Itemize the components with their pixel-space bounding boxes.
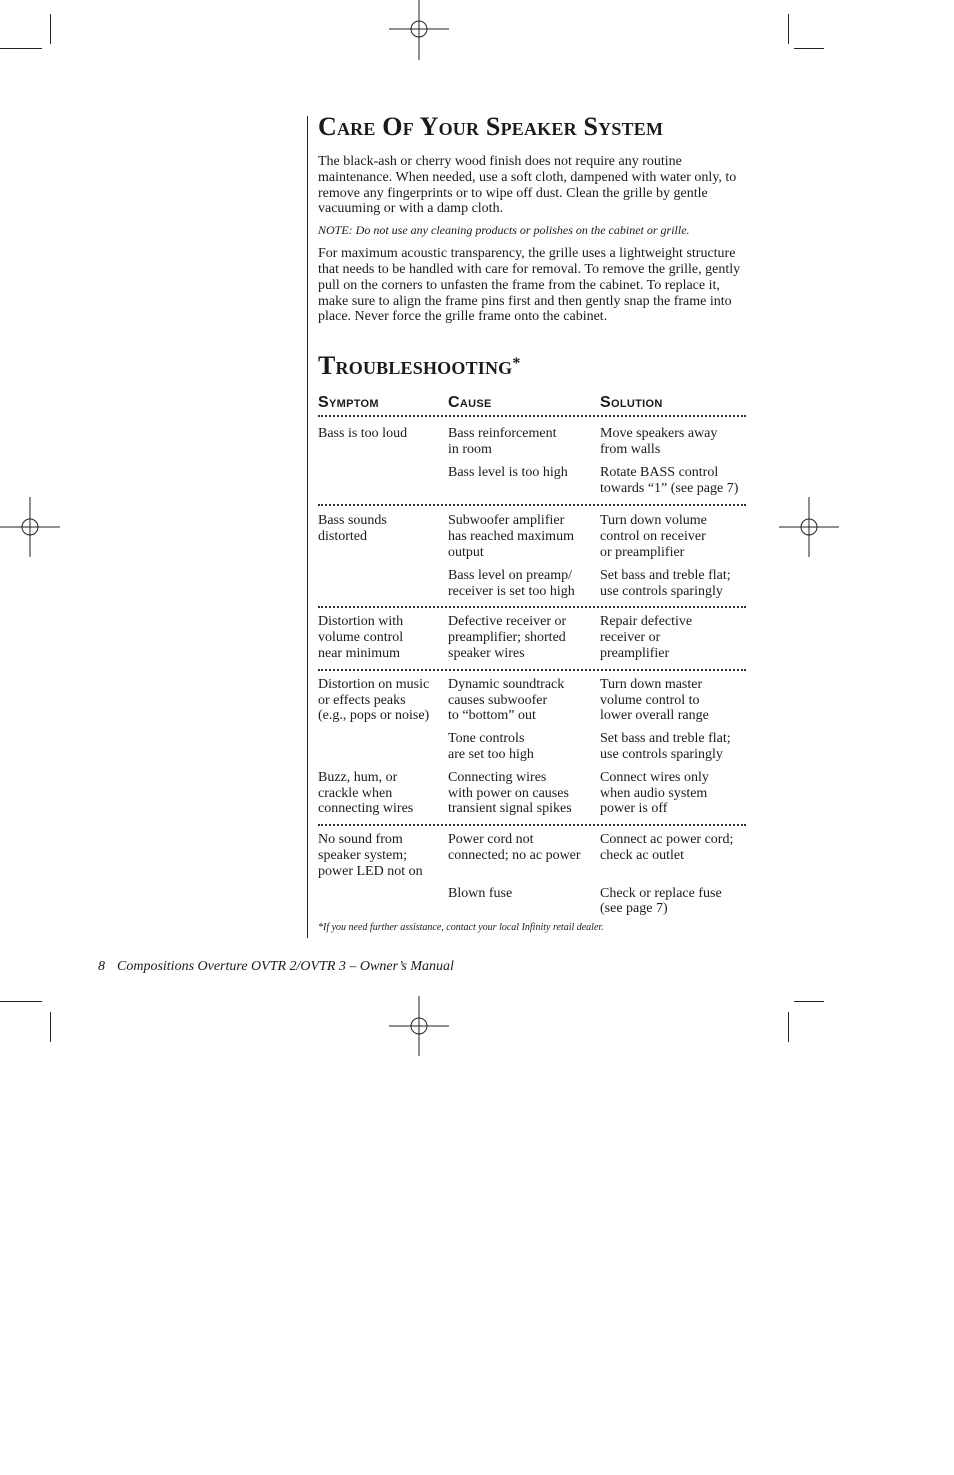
solution-cell: Rotate BASS control towards “1” (see page 7) — [600, 464, 739, 496]
cause-cell: Subwoofer amplifier has reached maximum output — [448, 513, 574, 560]
table-row — [318, 568, 746, 600]
care-paragraph-1: The black-ash or cherry wood finish does not require any routine maintenance. When needed, use a soft cloth, dampened with water only, to remove any fingerprints or to wipe off dust. Clean the grille by gentle vacuuming or with a damp cloth. — [318, 154, 737, 217]
symptom-cell — [318, 731, 448, 763]
troubleshooting-table — [318, 415, 746, 917]
table-row — [318, 614, 746, 661]
symptom-cell: Bass sounds distorted — [318, 513, 387, 545]
solution-cell: Move speakers away from walls — [600, 426, 718, 457]
cause-cell: Bass level is too high — [448, 464, 568, 480]
solution-cell: Connect wires only when audio system power is off — [600, 769, 709, 817]
cause-cell: Blown fuse — [448, 885, 513, 901]
cause-cell: Bass level on preamp/ receiver is set too high — [448, 567, 575, 599]
page-content — [318, 110, 746, 934]
table-row — [318, 886, 746, 918]
table-header — [318, 391, 746, 415]
footnote-asterisk: * — [512, 355, 521, 373]
dotted-divider — [318, 415, 746, 417]
crop-mark — [788, 1012, 789, 1042]
header-cause: Cause — [448, 394, 492, 412]
crop-mark — [0, 1001, 42, 1002]
table-row — [318, 731, 746, 763]
solution-cell: Set bass and treble flat; use controls sparingly — [600, 731, 731, 762]
table-row — [318, 426, 746, 458]
symptom-cell — [318, 568, 448, 600]
margin-rule — [307, 116, 308, 938]
table-row — [318, 677, 746, 724]
symptom-cell: Distortion with volume control near minimum — [318, 614, 404, 661]
header-solution: Solution — [600, 394, 663, 412]
dotted-divider — [318, 824, 746, 826]
header-symptom: Symptom — [318, 394, 379, 412]
solution-cell: Repair defective receiver or preamplifier — [600, 614, 693, 661]
footnote: *If you need further assistance, contact your local Infinity retail dealer. — [318, 922, 604, 934]
care-title: Care Of Your Speaker System — [318, 112, 664, 141]
cause-cell: Bass reinforcement in room — [448, 426, 557, 457]
crop-mark — [50, 14, 51, 44]
care-paragraph-2: For maximum acoustic transparency, the grille uses a lightweight structure that needs to be handled with care for removal. To remove the grille, gently pull on the corners to unfasten the frame from the cabinet. To replace it, make sure to align the frame pins first and then gently snap the frame into place. Never force the grille frame onto the cabinet. — [318, 246, 741, 325]
cause-cell: Tone controls are set too high — [448, 731, 534, 762]
troubleshooting-title-text: Troubleshooting — [318, 351, 513, 381]
crop-mark — [794, 48, 824, 49]
registration-mark-icon — [389, 0, 449, 60]
symptom-cell — [318, 886, 448, 918]
cause-cell: Dynamic soundtrack causes subwoofer to “bottom” out — [448, 676, 565, 724]
cause-cell: Power cord not connected; no ac power — [448, 832, 581, 863]
dotted-divider — [318, 504, 746, 506]
solution-cell: Set bass and treble flat; use controls sparingly — [600, 567, 731, 599]
symptom-cell: Distortion on music or effects peaks (e.g., pops or noise) — [318, 676, 430, 724]
page-footer — [98, 959, 454, 975]
manual-title: Compositions Overture OVTR 2/OVTR 3 – Owner’s Manual — [117, 959, 454, 974]
cause-cell: Connecting wires with power on causes transient signal spikes — [448, 769, 572, 817]
crop-mark — [794, 1001, 824, 1002]
table-row — [318, 465, 746, 497]
solution-cell: Turn down master volume control to lower overall range — [600, 676, 709, 724]
table-row — [318, 770, 746, 817]
care-note: NOTE: Do not use any cleaning products or polishes on the cabinet or grille. — [318, 223, 690, 238]
registration-mark-icon — [779, 497, 839, 557]
cause-cell: Defective receiver or preamplifier; shorted speaker wires — [448, 614, 567, 661]
dotted-divider — [318, 669, 746, 671]
registration-mark-icon — [0, 497, 60, 557]
symptom-cell: No sound from speaker system; power LED not on — [318, 832, 423, 879]
symptom-cell: Buzz, hum, or crackle when connecting wires — [318, 769, 414, 817]
solution-cell: Check or replace fuse (see page 7) — [600, 885, 722, 917]
table-row — [318, 513, 746, 560]
solution-cell: Turn down volume control on receiver or preamplifier — [600, 513, 707, 560]
troubleshooting-title — [318, 349, 746, 383]
dotted-divider — [318, 606, 746, 608]
registration-mark-icon — [389, 996, 449, 1056]
symptom-cell: Bass is too loud — [318, 426, 408, 442]
solution-cell: Connect ac power cord; check ac outlet — [600, 832, 734, 863]
crop-mark — [788, 14, 789, 44]
table-row — [318, 832, 746, 879]
symptom-cell — [318, 465, 448, 497]
crop-mark — [50, 1012, 51, 1042]
page-number: 8 — [98, 959, 105, 974]
crop-mark — [0, 48, 42, 49]
